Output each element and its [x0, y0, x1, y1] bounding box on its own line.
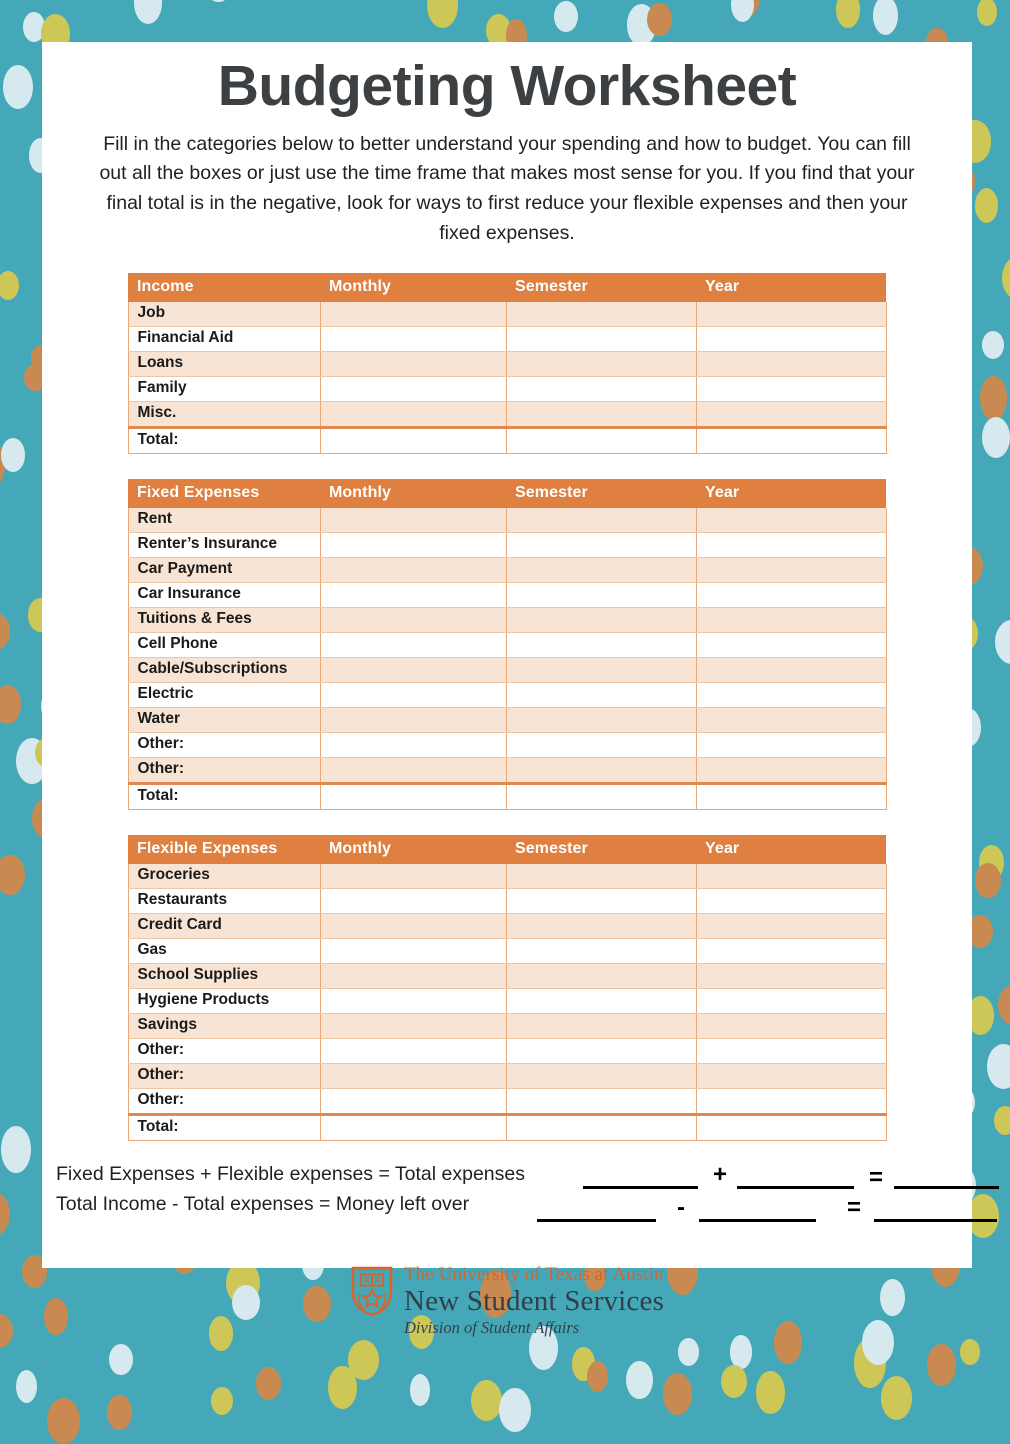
table-row — [128, 913, 886, 938]
input-cell-year[interactable] — [696, 864, 886, 889]
table-row — [128, 508, 886, 533]
row-label: Financial Aid — [128, 326, 320, 351]
decorative-dot — [721, 1365, 747, 1398]
input-cell-year[interactable] — [696, 1013, 886, 1038]
input-cell-monthly[interactable] — [320, 1038, 506, 1063]
input-cell-semester[interactable] — [506, 707, 696, 732]
input-cell-year[interactable] — [696, 326, 886, 351]
decorative-dot — [0, 855, 25, 896]
table-row — [128, 1063, 886, 1088]
formula-blank-flexible[interactable] — [737, 1186, 854, 1189]
row-label: Tuitions & Fees — [128, 607, 320, 632]
table-header-row — [128, 479, 886, 508]
decorative-dot — [647, 3, 672, 36]
table-row — [128, 1088, 886, 1114]
column-header-semester: Semester — [506, 273, 696, 302]
table-total-row — [128, 783, 886, 809]
decorative-dot — [1002, 256, 1010, 299]
decorative-dot — [1, 438, 25, 472]
decorative-dot — [16, 1370, 37, 1403]
input-cell-semester[interactable] — [506, 988, 696, 1013]
row-label: Other: — [128, 732, 320, 757]
table-row — [128, 732, 886, 757]
table-row — [128, 632, 886, 657]
input-cell-semester[interactable] — [506, 427, 696, 453]
table-row — [128, 326, 886, 351]
input-cell-semester[interactable] — [506, 401, 696, 427]
row-label: Misc. — [128, 401, 320, 427]
input-cell-monthly[interactable] — [320, 376, 506, 401]
input-cell-monthly[interactable] — [320, 988, 506, 1013]
table-row — [128, 582, 886, 607]
table-row — [128, 1038, 886, 1063]
input-cell-semester[interactable] — [506, 376, 696, 401]
formula-blank-total-expenses[interactable] — [894, 1186, 999, 1189]
decorative-dot — [47, 1398, 80, 1444]
table-row — [128, 963, 886, 988]
input-cell-semester[interactable] — [506, 632, 696, 657]
input-cell-semester[interactable] — [506, 351, 696, 376]
decorative-dot — [587, 1361, 609, 1393]
decorative-dot — [960, 1339, 980, 1365]
column-header-year: Year — [696, 835, 886, 864]
input-cell-semester[interactable] — [506, 657, 696, 682]
input-cell-year[interactable] — [696, 508, 886, 533]
row-label: Gas — [128, 938, 320, 963]
input-cell-monthly[interactable] — [320, 557, 506, 582]
row-label: Renter’s Insurance — [128, 532, 320, 557]
decorative-dot — [663, 1373, 692, 1414]
input-cell-semester[interactable] — [506, 864, 696, 889]
formula-operator-equals-2: = — [847, 1196, 861, 1220]
table-row — [128, 707, 886, 732]
row-label: Other: — [128, 757, 320, 783]
table-row — [128, 532, 886, 557]
decorative-dot — [678, 1338, 699, 1367]
input-cell-semester[interactable] — [506, 1013, 696, 1038]
formula-operator-plus: + — [713, 1163, 727, 1187]
input-cell-year[interactable] — [696, 707, 886, 732]
decorative-dot — [730, 1335, 751, 1369]
row-label: Other: — [128, 1063, 320, 1088]
input-cell-monthly[interactable] — [320, 607, 506, 632]
input-cell-year[interactable] — [696, 732, 886, 757]
formula-label-total-expenses: Fixed Expenses + Flexible expenses = Total expenses — [56, 1165, 525, 1185]
decorative-dot — [471, 1380, 502, 1422]
input-cell-year[interactable] — [696, 888, 886, 913]
logo-division-name: Division of Student Affairs — [404, 1318, 664, 1338]
logo-text-block — [404, 1265, 664, 1338]
table-row — [128, 988, 886, 1013]
table-row — [128, 938, 886, 963]
formula-blank-fixed[interactable] — [583, 1186, 698, 1189]
input-cell-monthly[interactable] — [320, 888, 506, 913]
table-header-row — [128, 835, 886, 864]
input-cell-year[interactable] — [696, 938, 886, 963]
logo-university-name: The University of Texas at Austin — [404, 1265, 664, 1285]
input-cell-monthly[interactable] — [320, 302, 506, 327]
input-cell-semester[interactable] — [506, 913, 696, 938]
flexible-expenses-table-body — [128, 864, 886, 1141]
input-cell-monthly[interactable] — [320, 508, 506, 533]
input-cell-year[interactable] — [696, 376, 886, 401]
decorative-dot — [975, 863, 1001, 898]
table-row — [128, 302, 886, 327]
input-cell-year[interactable] — [696, 783, 886, 809]
input-cell-year[interactable] — [696, 963, 886, 988]
formula-label-money-left-over: Total Income - Total expenses = Money left over — [56, 1195, 469, 1215]
decorative-dot — [0, 685, 21, 724]
decorative-dot — [554, 1, 578, 32]
table-row — [128, 1013, 886, 1038]
input-cell-year[interactable] — [696, 557, 886, 582]
decorative-dot — [994, 1106, 1010, 1135]
input-cell-semester[interactable] — [506, 607, 696, 632]
input-cell-year[interactable] — [696, 1063, 886, 1088]
column-header-year: Year — [696, 479, 886, 508]
row-label: Car Insurance — [128, 582, 320, 607]
formula-row-total-expenses — [56, 1163, 972, 1193]
decorative-dot — [328, 1366, 357, 1410]
decorative-dot — [0, 1314, 13, 1348]
decorative-dot — [881, 1376, 912, 1419]
input-cell-monthly[interactable] — [320, 326, 506, 351]
decorative-dot — [109, 1344, 133, 1375]
income-table-body — [128, 302, 886, 454]
table-row — [128, 351, 886, 376]
decorative-dot — [1, 1126, 30, 1173]
table-row — [128, 401, 886, 427]
column-header-category: Flexible Expenses — [128, 835, 320, 864]
input-cell-monthly[interactable] — [320, 1114, 506, 1140]
formula-row-money-left-over — [56, 1193, 972, 1223]
row-label: Credit Card — [128, 913, 320, 938]
input-cell-monthly[interactable] — [320, 351, 506, 376]
input-cell-monthly[interactable] — [320, 582, 506, 607]
table-row — [128, 757, 886, 783]
fixed-expenses-table — [128, 479, 887, 810]
decorative-dot — [410, 1374, 431, 1406]
input-cell-monthly[interactable] — [320, 682, 506, 707]
input-cell-year[interactable] — [696, 913, 886, 938]
formula-section — [56, 1163, 972, 1223]
input-cell-year[interactable] — [696, 302, 886, 327]
table-row — [128, 888, 886, 913]
input-cell-monthly[interactable] — [320, 427, 506, 453]
input-cell-year[interactable] — [696, 682, 886, 707]
input-cell-semester[interactable] — [506, 1088, 696, 1114]
decorative-dot — [987, 1044, 1010, 1089]
decorative-dot — [107, 1395, 132, 1430]
row-label: Cell Phone — [128, 632, 320, 657]
input-cell-semester[interactable] — [506, 508, 696, 533]
fixed-expenses-table-body — [128, 508, 886, 810]
input-cell-monthly[interactable] — [320, 1063, 506, 1088]
row-label: Job — [128, 302, 320, 327]
input-cell-semester[interactable] — [506, 1114, 696, 1140]
input-cell-monthly[interactable] — [320, 707, 506, 732]
input-cell-monthly[interactable] — [320, 732, 506, 757]
input-cell-monthly[interactable] — [320, 783, 506, 809]
row-label: Total: — [128, 427, 320, 453]
input-cell-year[interactable] — [696, 351, 886, 376]
input-cell-monthly[interactable] — [320, 657, 506, 682]
column-header-category: Income — [128, 273, 320, 302]
footer-logo — [42, 1265, 972, 1338]
input-cell-year[interactable] — [696, 1114, 886, 1140]
table-row — [128, 607, 886, 632]
table-header-row — [128, 273, 886, 302]
input-cell-semester[interactable] — [506, 582, 696, 607]
input-cell-year[interactable] — [696, 582, 886, 607]
row-label: Family — [128, 376, 320, 401]
input-cell-semester[interactable] — [506, 1038, 696, 1063]
formula-blank-total-expenses-2[interactable] — [699, 1219, 816, 1222]
table-total-row — [128, 427, 886, 453]
row-label: Total: — [128, 783, 320, 809]
flexible-expenses-table — [128, 835, 887, 1141]
ut-shield-icon — [350, 1265, 394, 1317]
input-cell-monthly[interactable] — [320, 1013, 506, 1038]
decorative-dot — [626, 1361, 652, 1399]
input-cell-semester[interactable] — [506, 682, 696, 707]
input-cell-monthly[interactable] — [320, 757, 506, 783]
decorative-dot — [205, 0, 232, 2]
row-label: Other: — [128, 1088, 320, 1114]
decorative-dot — [256, 1367, 282, 1400]
input-cell-monthly[interactable] — [320, 1088, 506, 1114]
income-table — [128, 273, 887, 454]
table-row — [128, 376, 886, 401]
column-header-monthly: Monthly — [320, 835, 506, 864]
row-label: Electric — [128, 682, 320, 707]
input-cell-year[interactable] — [696, 657, 886, 682]
input-cell-semester[interactable] — [506, 757, 696, 783]
decorative-dot — [982, 417, 1010, 459]
worksheet-page — [42, 42, 972, 1268]
logo-department-name: New Student Services — [404, 1285, 664, 1317]
row-label: Restaurants — [128, 888, 320, 913]
row-label: Cable/Subscriptions — [128, 657, 320, 682]
input-cell-monthly[interactable] — [320, 864, 506, 889]
input-cell-monthly[interactable] — [320, 938, 506, 963]
input-cell-semester[interactable] — [506, 326, 696, 351]
input-cell-monthly[interactable] — [320, 632, 506, 657]
input-cell-year[interactable] — [696, 532, 886, 557]
decorative-dot — [427, 0, 458, 28]
column-header-category: Fixed Expenses — [128, 479, 320, 508]
decorative-dot — [3, 65, 33, 109]
input-cell-semester[interactable] — [506, 963, 696, 988]
row-label: Groceries — [128, 864, 320, 889]
input-cell-year[interactable] — [696, 401, 886, 427]
input-cell-semester[interactable] — [506, 783, 696, 809]
row-label: Water — [128, 707, 320, 732]
column-header-monthly: Monthly — [320, 273, 506, 302]
input-cell-year[interactable] — [696, 988, 886, 1013]
column-header-semester: Semester — [506, 835, 696, 864]
decorative-dot — [995, 620, 1010, 664]
input-cell-semester[interactable] — [506, 557, 696, 582]
input-cell-year[interactable] — [696, 607, 886, 632]
flexible-expenses-table-wrap — [42, 835, 972, 1141]
table-row — [128, 682, 886, 707]
column-header-monthly: Monthly — [320, 479, 506, 508]
page-title: Budgeting Worksheet — [42, 42, 972, 120]
input-cell-semester[interactable] — [506, 532, 696, 557]
table-row — [128, 864, 886, 889]
decorative-dot — [756, 1371, 784, 1414]
input-cell-monthly[interactable] — [320, 913, 506, 938]
decorative-dot — [980, 376, 1008, 420]
input-cell-year[interactable] — [696, 1088, 886, 1114]
decorative-dot — [211, 1387, 233, 1415]
decorative-dot — [0, 271, 19, 300]
input-cell-semester[interactable] — [506, 732, 696, 757]
decorative-dot — [134, 0, 162, 24]
input-cell-monthly[interactable] — [320, 532, 506, 557]
table-row — [128, 657, 886, 682]
input-cell-monthly[interactable] — [320, 401, 506, 427]
decorative-dot — [836, 0, 860, 28]
table-row — [128, 557, 886, 582]
row-label: Car Payment — [128, 557, 320, 582]
decorative-dot — [0, 613, 10, 650]
formula-operator-equals-1: = — [869, 1166, 883, 1190]
row-label: School Supplies — [128, 963, 320, 988]
decorative-dot — [731, 0, 754, 22]
formula-operator-minus: - — [677, 1196, 685, 1220]
input-cell-year[interactable] — [696, 427, 886, 453]
row-label: Loans — [128, 351, 320, 376]
row-label: Other: — [128, 1038, 320, 1063]
decorative-dot — [998, 985, 1010, 1024]
decorative-dot — [977, 0, 997, 26]
column-header-semester: Semester — [506, 479, 696, 508]
row-label: Total: — [128, 1114, 320, 1140]
decorative-dot — [873, 0, 898, 35]
decorative-dot — [975, 188, 998, 223]
column-header-year: Year — [696, 273, 886, 302]
input-cell-year[interactable] — [696, 1038, 886, 1063]
input-cell-semester[interactable] — [506, 1063, 696, 1088]
decorative-dot — [499, 1388, 531, 1432]
fixed-expenses-table-wrap — [42, 479, 972, 810]
row-label: Savings — [128, 1013, 320, 1038]
formula-blank-money-left[interactable] — [874, 1219, 997, 1222]
income-table-wrap — [42, 273, 972, 454]
row-label: Hygiene Products — [128, 988, 320, 1013]
input-cell-semester[interactable] — [506, 888, 696, 913]
input-cell-monthly[interactable] — [320, 963, 506, 988]
input-cell-year[interactable] — [696, 757, 886, 783]
input-cell-semester[interactable] — [506, 938, 696, 963]
input-cell-semester[interactable] — [506, 302, 696, 327]
intro-paragraph: Fill in the categories below to better understand your spending and how to budget. You can fill out all the boxes or just use the time frame that makes most sense for you. If you find that your final total is in the negative, look for ways to first reduce your flexible expenses and then your fixed expenses. — [89, 130, 925, 249]
decorative-dot — [982, 331, 1004, 359]
row-label: Rent — [128, 508, 320, 533]
decorative-dot — [0, 1192, 10, 1236]
formula-blank-total-income[interactable] — [537, 1219, 656, 1222]
input-cell-year[interactable] — [696, 632, 886, 657]
decorative-dot — [927, 1344, 956, 1387]
table-total-row — [128, 1114, 886, 1140]
